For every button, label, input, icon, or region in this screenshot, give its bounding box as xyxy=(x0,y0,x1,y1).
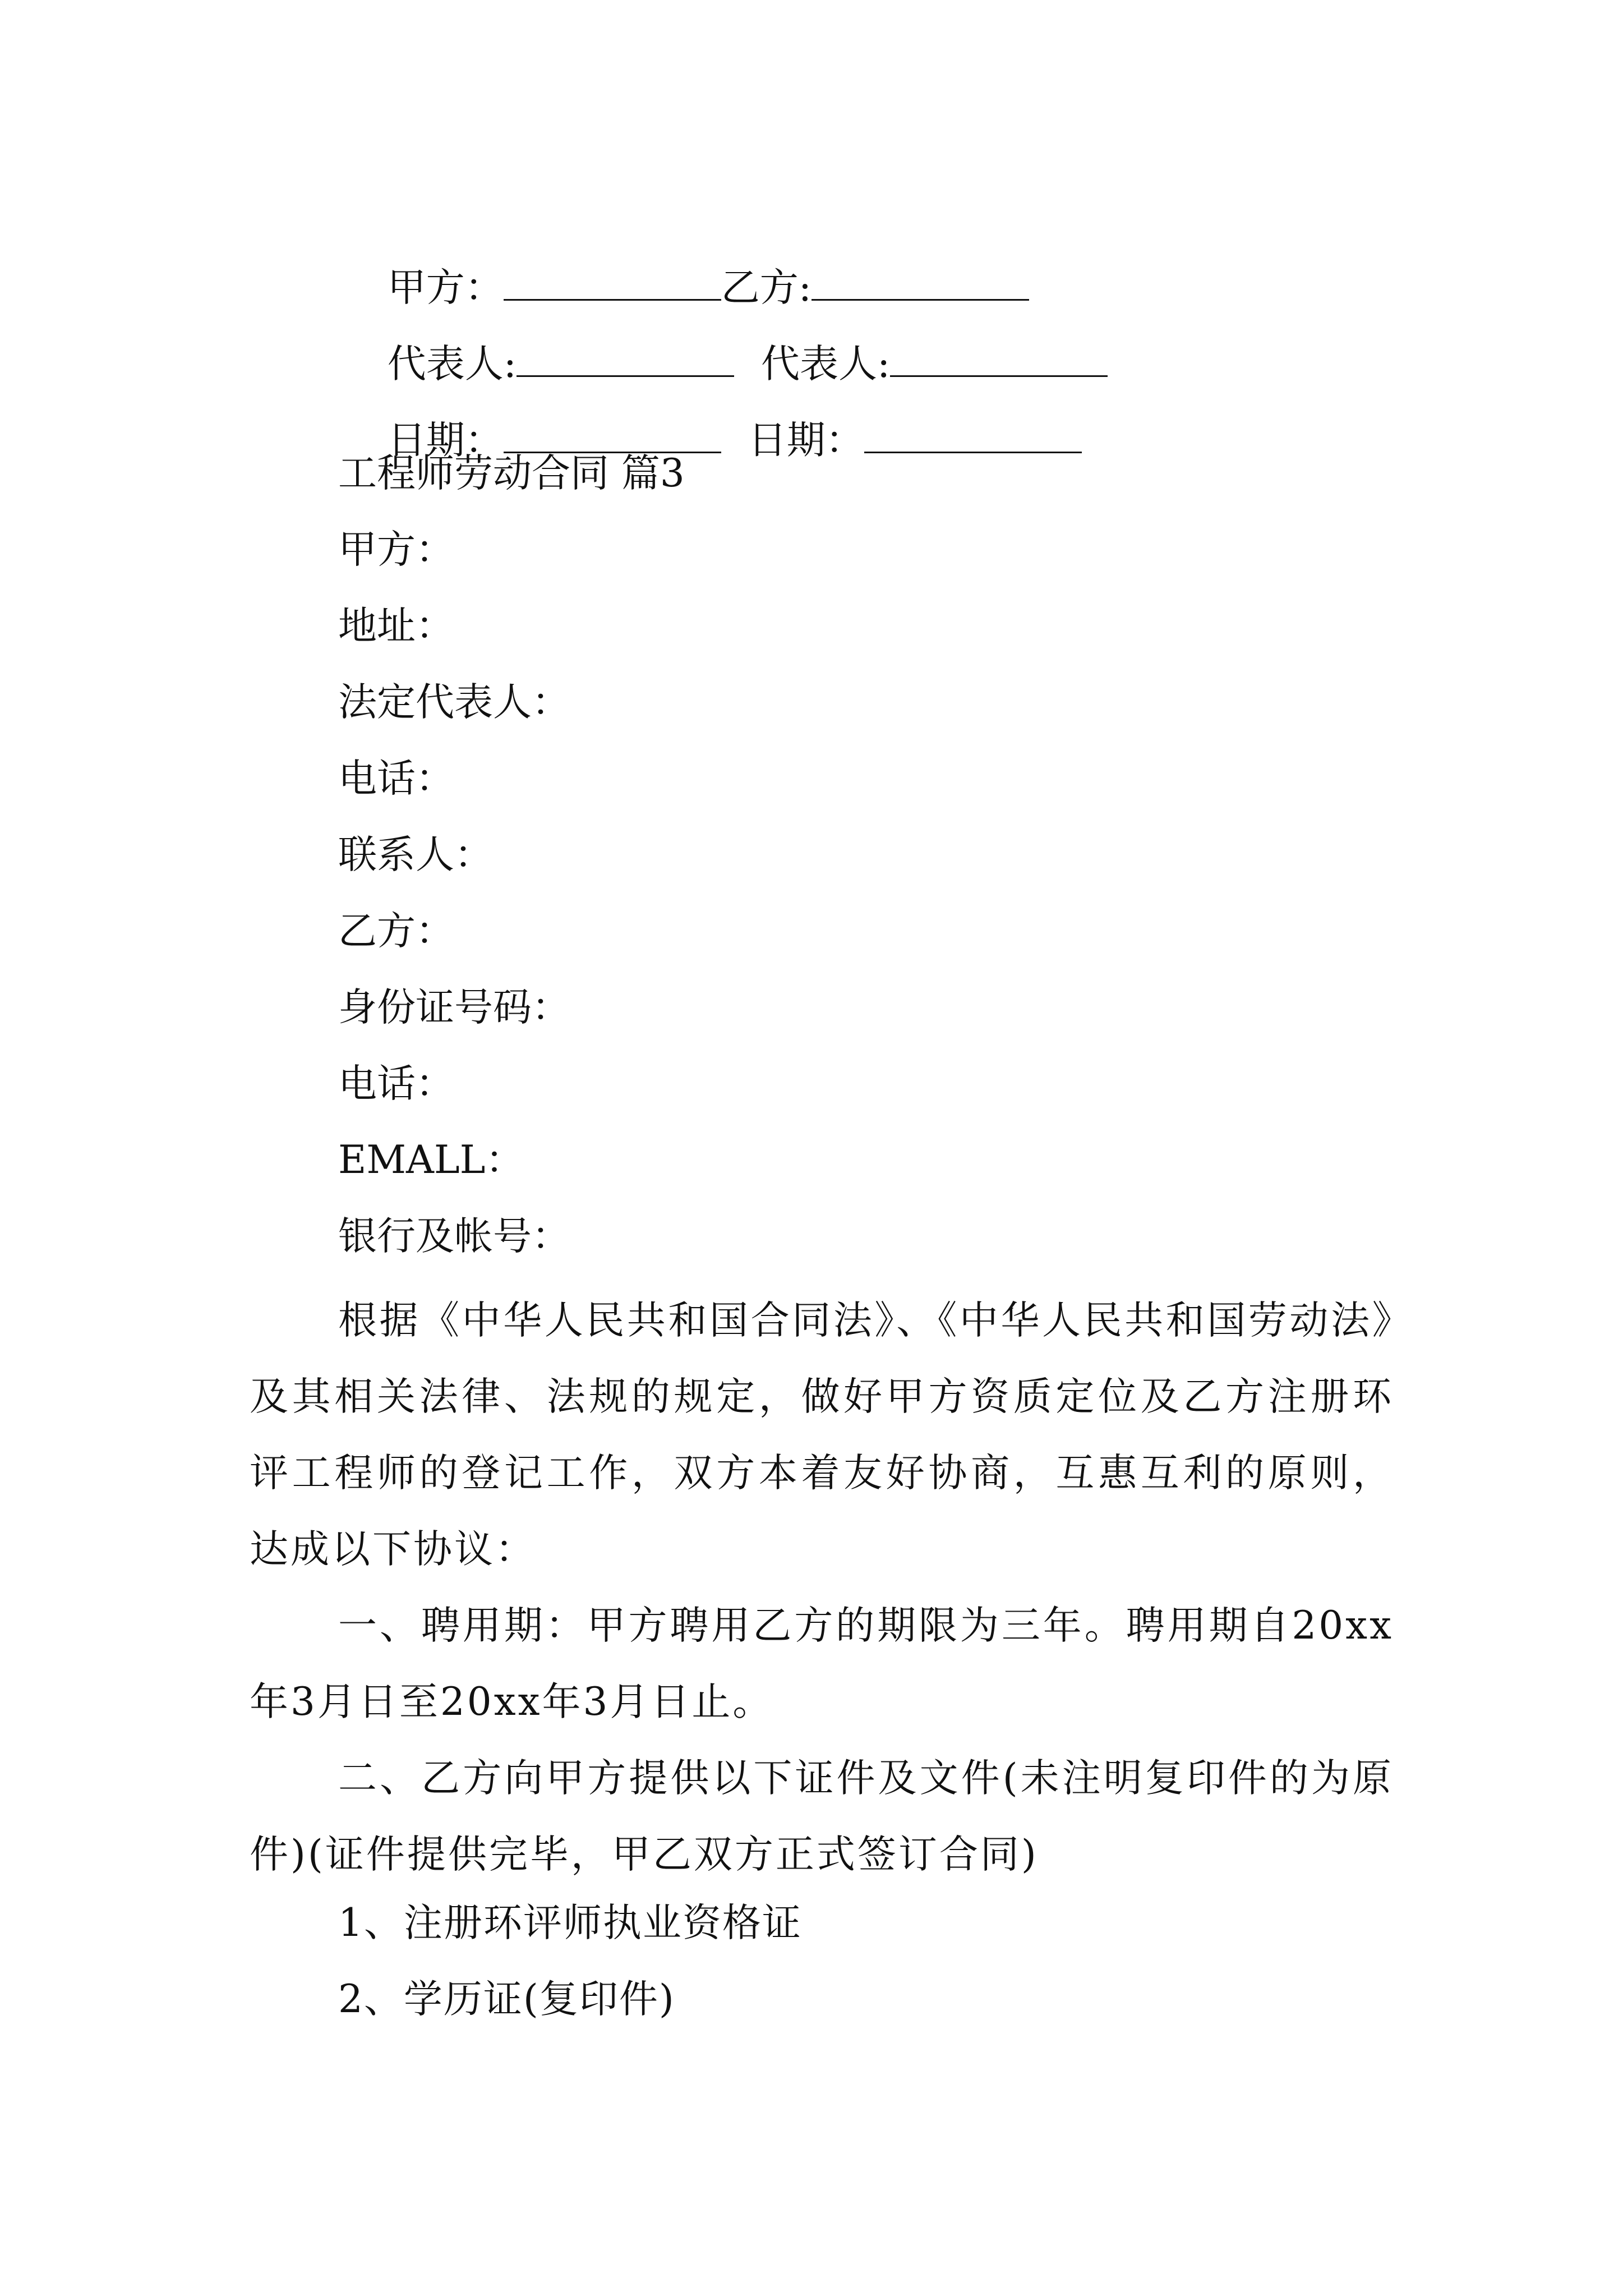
rep-b-label: 代表人: xyxy=(760,342,891,387)
field-address: 地址： xyxy=(338,604,454,648)
party-b-blank[interactable] xyxy=(811,264,1029,301)
rep-b-blank[interactable] xyxy=(890,341,1108,377)
party-a-label: 甲方： xyxy=(387,265,504,311)
paragraph-clause-2: 二、乙方向甲方提供以下证件及文件(未注明复印件的为原件)(证件提供完毕，甲乙双方正式签订合同) xyxy=(250,1756,1394,1877)
field-party-a: 甲方： xyxy=(338,527,454,572)
field-contact: 联系人： xyxy=(338,832,493,877)
list-item: 2、学历证(复印件) xyxy=(338,1977,675,2022)
field-bank: 银行及帐号： xyxy=(338,1214,570,1259)
party-a-blank[interactable] xyxy=(504,264,721,301)
field-party-b: 乙方： xyxy=(338,909,454,954)
date-b-label: 日期： xyxy=(748,418,864,463)
paragraph-clause-1: 一、聘用期：甲方聘用乙方的期限为三年。聘用期自20xx年3月日至20xx年3月日止。 xyxy=(250,1603,1394,1724)
field-phone-a: 电话： xyxy=(338,756,454,801)
date-b-blank[interactable] xyxy=(864,417,1082,453)
rep-a-blank[interactable] xyxy=(517,341,734,377)
field-id-number: 身份证号码： xyxy=(338,985,570,1030)
section-title: 工程师劳动合同 篇3 xyxy=(338,451,685,496)
field-phone-b: 电话： xyxy=(338,1061,454,1106)
rep-a-label: 代表人: xyxy=(387,342,517,387)
paragraph-intro: 根据《中华人民共和国合同法》、《中华人民共和国劳动法》及其相关法律、法规的规定，做好甲方资质定位及乙方注册环评工程师的登记工作，双方本着友好协商，互惠互利的原则，达成以下协议： xyxy=(250,1298,1394,1572)
party-b-label: 乙方: xyxy=(721,265,811,311)
date-a-blank[interactable] xyxy=(504,417,721,453)
field-legal-rep: 法定代表人： xyxy=(338,680,570,725)
list-item: 1、注册环评师执业资格证 xyxy=(338,1901,802,1945)
field-email: EMALL： xyxy=(338,1138,524,1182)
date-a-label: 日期： xyxy=(387,418,504,463)
